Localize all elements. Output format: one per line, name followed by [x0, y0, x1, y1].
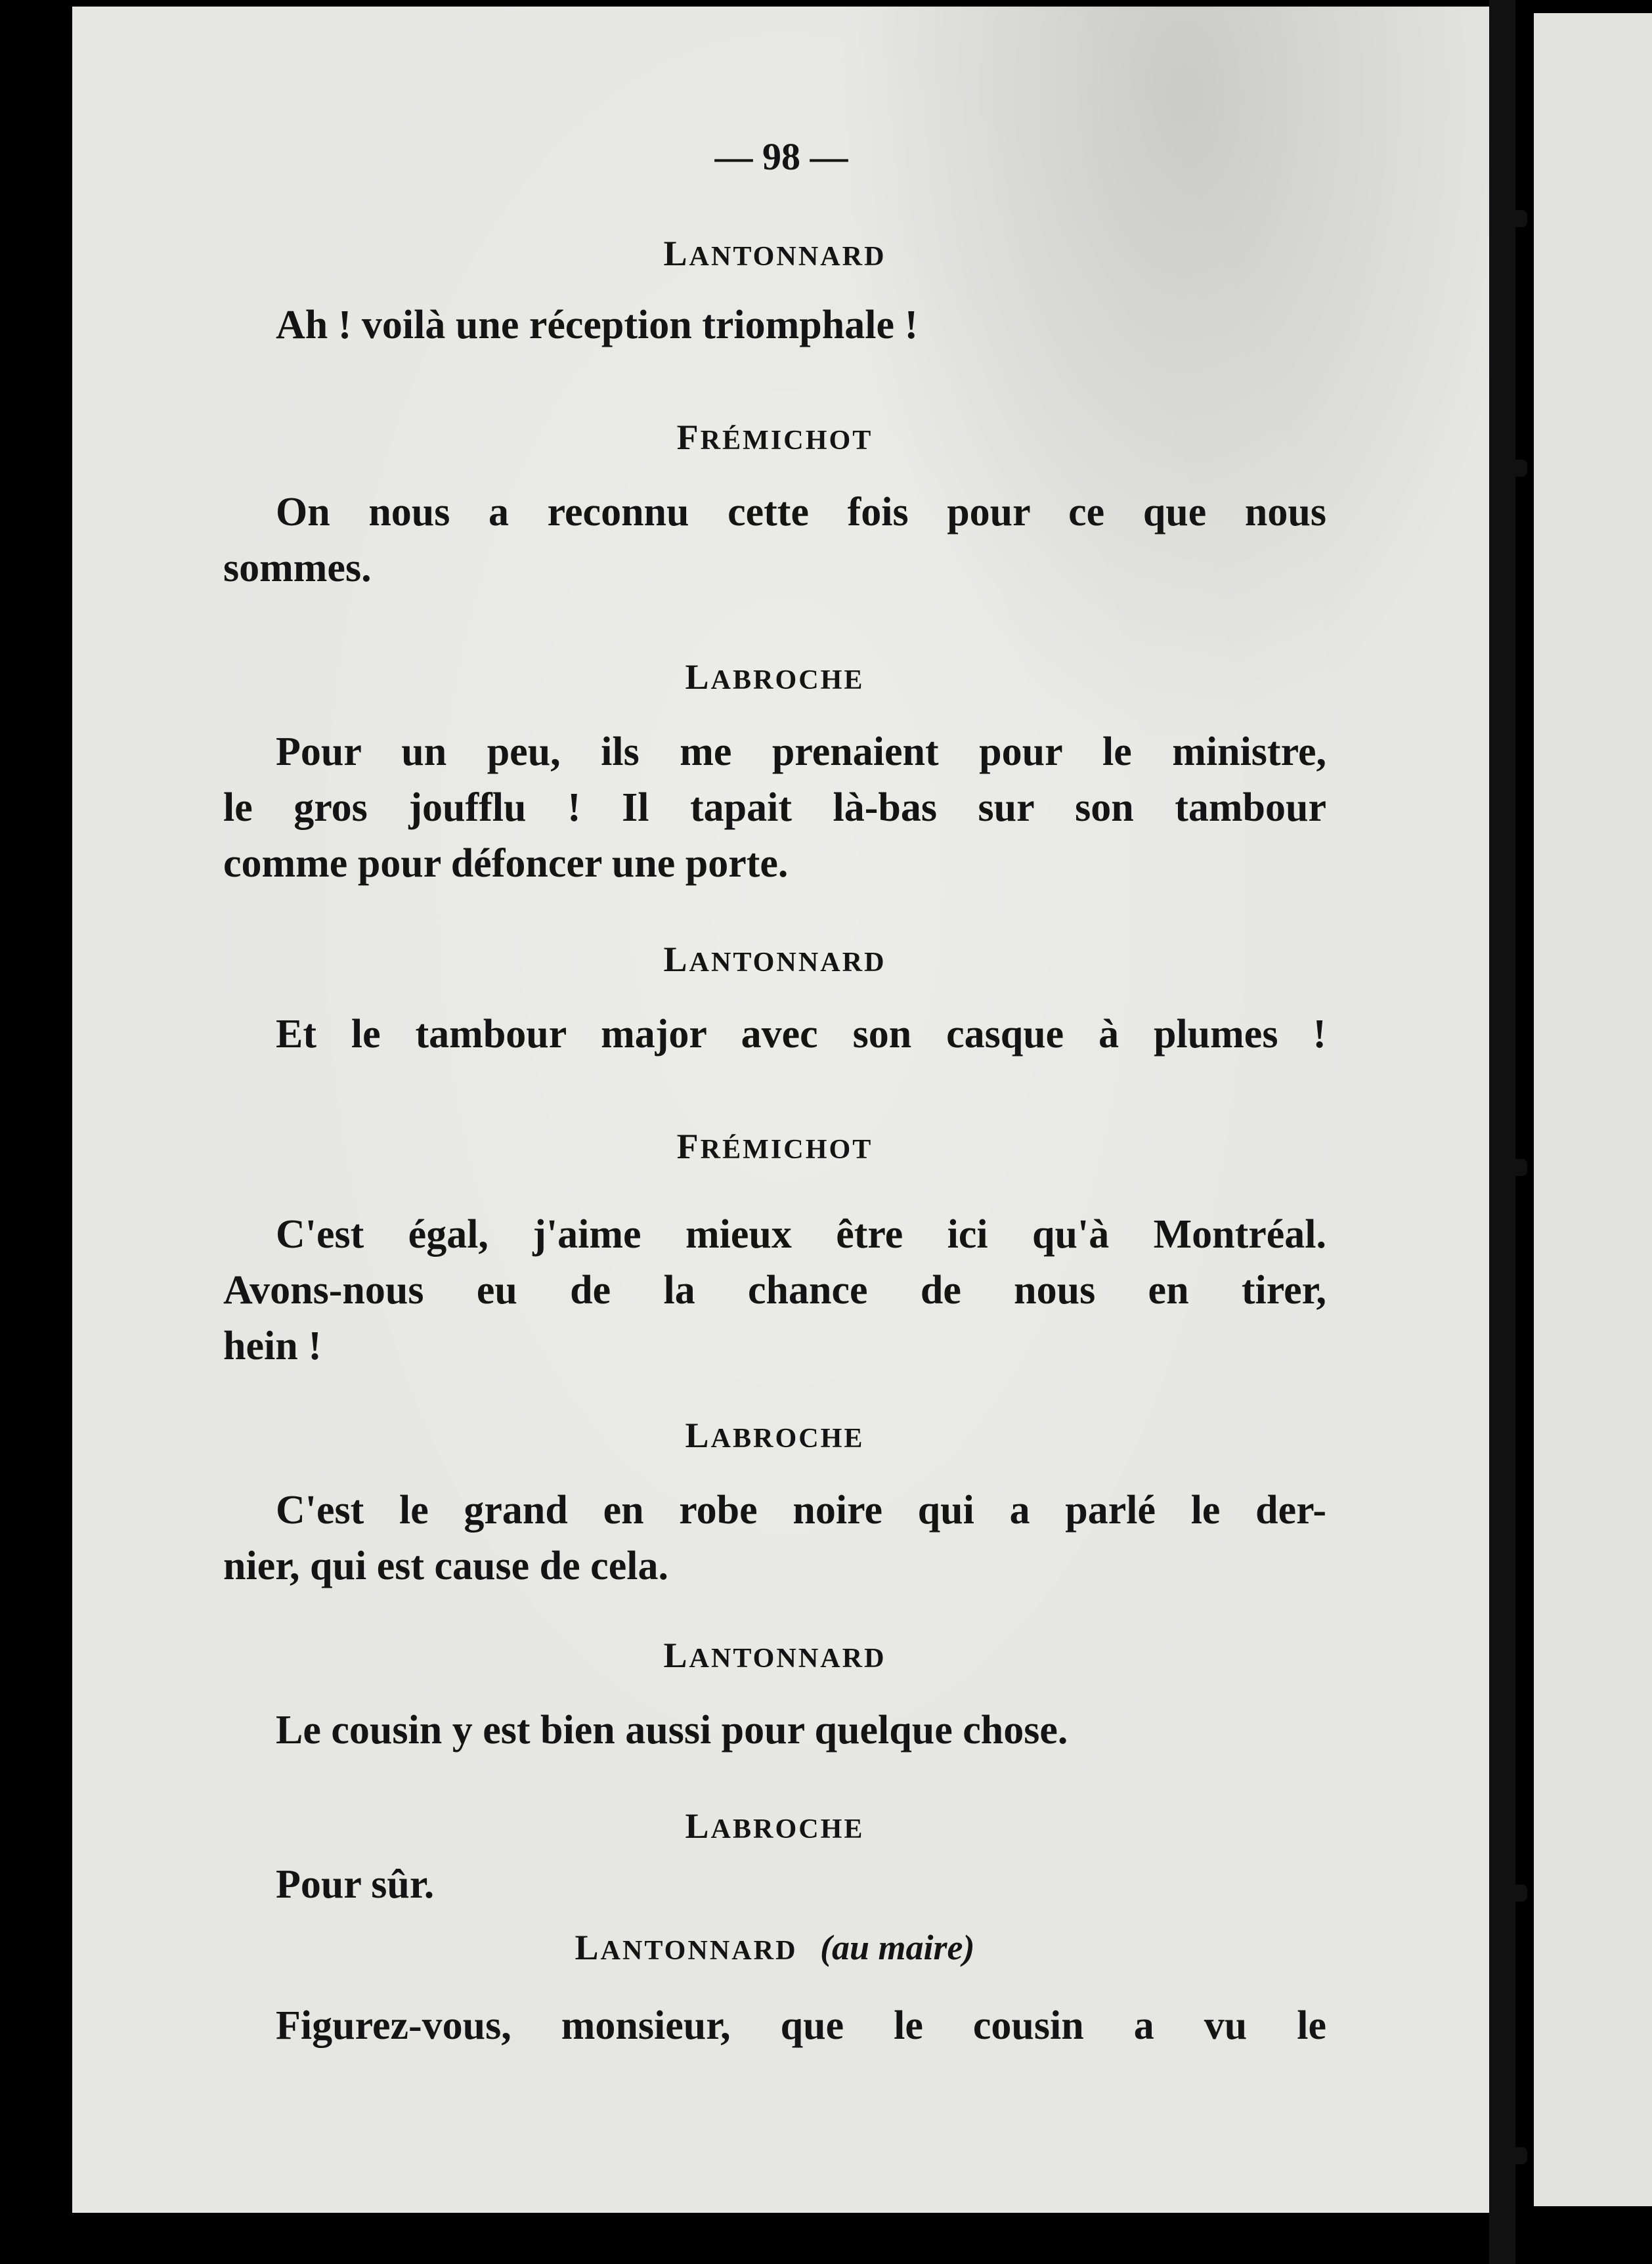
- dialogue-line: C'est le grand en robe noire qui a parlé le der-: [276, 1488, 1326, 1533]
- dialogue-line: Figurez-vous, monsieur, que le cousin a vu le: [276, 2003, 1326, 2048]
- speaker-name: [197, 1126, 1353, 1167]
- dialogue-line: nier, qui est cause de cela.: [223, 1544, 668, 1588]
- speaker-label: LANTONNARD: [575, 1928, 798, 1967]
- speaker-label: FRÉMICHOT: [676, 418, 873, 457]
- dialogue-line: Avons-nous eu de la chance de nous en tirer,: [223, 1268, 1326, 1313]
- binding-tab: [1508, 460, 1527, 477]
- dialogue-line: Ah ! voilà une réception triomphale !: [276, 303, 919, 347]
- speaker-name: [197, 1415, 1353, 1456]
- binding-tab: [1508, 2147, 1527, 2164]
- dialogue-line: Le cousin y est bien aussi pour quelque chose.: [276, 1708, 1068, 1752]
- speaker-label: LABROCHE: [685, 1806, 865, 1846]
- dialogue-line: comme pour défoncer une porte.: [223, 841, 789, 886]
- speaker-name: [197, 1635, 1353, 1676]
- speaker-name: [197, 939, 1353, 980]
- binding-tab: [1508, 210, 1527, 227]
- speaker-label: FRÉMICHOT: [676, 1127, 873, 1166]
- dialogue-line: hein !: [223, 1324, 322, 1368]
- speaker-name: [197, 417, 1353, 458]
- book-spine: [1489, 0, 1515, 2264]
- dialogue-line: C'est égal, j'aime mieux être ici qu'à Montréal.: [276, 1212, 1326, 1257]
- stage-direction: (au maire): [819, 1928, 975, 1967]
- speaker-label: LANTONNARD: [663, 234, 886, 273]
- dialogue-line: le gros joufflu ! Il tapait là-bas sur son tambour: [223, 785, 1326, 830]
- dialogue-line: Pour un peu, ils me prenaient pour le ministre,: [276, 729, 1326, 774]
- speaker-name: [197, 233, 1353, 274]
- speaker-label: LANTONNARD: [663, 1636, 886, 1675]
- speaker-name: [197, 657, 1353, 697]
- speaker-label: LANTONNARD: [663, 940, 886, 979]
- page-number: — 98 —: [714, 135, 848, 178]
- dialogue-line: Pour sûr.: [276, 1862, 435, 1907]
- dialogue-line: On nous a reconnu cette fois pour ce que nous: [276, 490, 1326, 534]
- speaker-label: LABROCHE: [685, 657, 865, 697]
- next-page-edge: [1534, 13, 1652, 2206]
- speaker-name: [197, 1806, 1353, 1846]
- speaker-label: LABROCHE: [685, 1416, 865, 1455]
- dialogue-line: Et le tambour major avec son casque à plumes !: [276, 1012, 1326, 1056]
- binding-tab: [1508, 1159, 1527, 1176]
- binding-tab: [1508, 1884, 1527, 1902]
- dialogue-line: sommes.: [223, 546, 372, 590]
- speaker-name: [197, 1927, 1353, 1968]
